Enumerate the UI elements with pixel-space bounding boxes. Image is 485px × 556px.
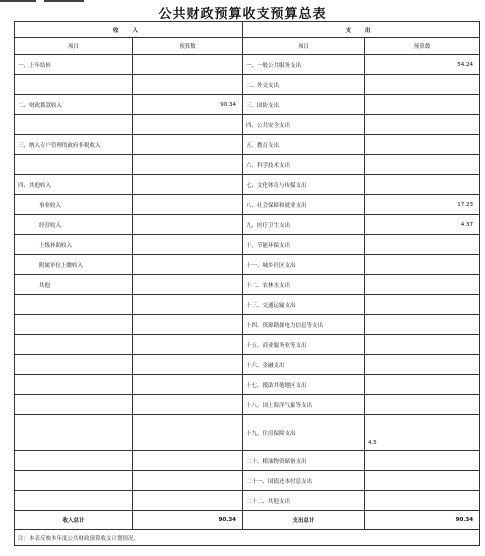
income-item-header: 项目 — [15, 38, 133, 55]
table-row — [15, 135, 480, 155]
table-row — [15, 471, 480, 491]
income-item-cell: 附属单位上缴收入 — [15, 255, 133, 275]
expense-budget-cell: 54.24 — [365, 55, 480, 75]
income-item-cell — [15, 75, 133, 95]
totals-row — [15, 511, 480, 530]
income-budget-cell — [133, 155, 243, 175]
table-row — [15, 235, 480, 255]
table-row — [15, 95, 480, 115]
expense-item-cell: 十二、农林水支出 — [243, 275, 365, 295]
expense-item-cell: 六、科学技术支出 — [243, 155, 365, 175]
table-row — [15, 155, 480, 175]
table-row — [15, 491, 480, 511]
budget-table — [14, 21, 480, 546]
expense-total-label: 支出总计 — [243, 511, 365, 530]
income-budget-cell — [133, 415, 243, 451]
table-row — [15, 375, 480, 395]
income-budget-cell — [133, 295, 243, 315]
expense-item-cell: 二十一、国债还本付息支出 — [243, 471, 365, 491]
income-budget-cell — [133, 335, 243, 355]
expense-section-label: 支 出 — [243, 22, 480, 38]
income-budget-cell — [133, 215, 243, 235]
expense-budget-cell — [365, 175, 480, 195]
table-row — [15, 175, 480, 195]
expense-item-cell: 十八、国土海洋气象等支出 — [243, 395, 365, 415]
income-budget-cell — [133, 235, 243, 255]
expense-item-cell: 二十二、其他支出 — [243, 491, 365, 511]
expense-item-cell: 十一、城乡社区支出 — [243, 255, 365, 275]
expense-item-cell: 十四、资源勘探电力信息等支出 — [243, 315, 365, 335]
expense-total-value: 90.34 — [365, 511, 480, 530]
income-budget-cell — [133, 315, 243, 335]
table-row — [15, 451, 480, 471]
note-row — [15, 530, 480, 546]
expense-item-cell: 八、社会保障和就业支出 — [243, 195, 365, 215]
top-mark-right — [44, 0, 84, 2]
income-item-cell: 经营收入 — [15, 215, 133, 235]
expense-item-cell: 五、教育支出 — [243, 135, 365, 155]
expense-budget-cell — [365, 255, 480, 275]
income-budget-cell — [133, 75, 243, 95]
income-item-cell — [15, 491, 133, 511]
expense-budget-cell: 4.37 — [365, 215, 480, 235]
income-item-cell — [15, 295, 133, 315]
income-budget-cell — [133, 275, 243, 295]
page-title: 公共财政预算收支预算总表 — [158, 7, 327, 22]
expense-item-header: 项目 — [243, 38, 365, 55]
income-item-cell: 事业收入 — [15, 195, 133, 215]
expense-item-cell: 十、节能环保支出 — [243, 235, 365, 255]
income-budget-cell — [133, 471, 243, 491]
table-row — [15, 415, 480, 451]
income-item-cell — [15, 415, 133, 451]
expense-item-cell: 十五、商业服务业等支出 — [243, 335, 365, 355]
income-budget-cell — [133, 175, 243, 195]
expense-item-cell: 十六、金融支出 — [243, 355, 365, 375]
table-row — [15, 255, 480, 275]
income-item-cell — [15, 395, 133, 415]
income-item-cell: 四、其他收入 — [15, 175, 133, 195]
table-row — [15, 75, 480, 95]
expense-budget-cell — [365, 491, 480, 511]
expense-budget-cell — [365, 135, 480, 155]
expense-budget-cell — [365, 75, 480, 95]
section-header-row — [15, 22, 480, 38]
income-budget-cell: 90.34 — [133, 95, 243, 115]
expense-item-cell: 二、外交支出 — [243, 75, 365, 95]
table-row — [15, 335, 480, 355]
top-mark-left — [0, 0, 36, 2]
income-budget-cell — [133, 255, 243, 275]
income-section-label: 收 入 — [15, 22, 243, 38]
expense-item-cell: 七、文化体育与传媒支出 — [243, 175, 365, 195]
expense-budget-cell — [365, 355, 480, 375]
expense-budget-cell — [365, 235, 480, 255]
income-budget-cell — [133, 55, 243, 75]
table-row — [15, 315, 480, 335]
income-total-value: 90.34 — [133, 511, 243, 530]
income-budget-cell — [133, 135, 243, 155]
table-row — [15, 215, 480, 235]
income-item-cell — [15, 355, 133, 375]
income-item-cell: 一、上年结转 — [15, 55, 133, 75]
table-note: 注：本表反映本年度公共财政预算收支计划情况。 — [15, 530, 480, 546]
table-row — [15, 295, 480, 315]
income-item-cell — [15, 315, 133, 335]
income-item-cell — [15, 375, 133, 395]
expense-budget-cell — [365, 295, 480, 315]
expense-budget-cell — [365, 335, 480, 355]
expense-budget-cell — [365, 115, 480, 135]
expense-item-cell: 一、一般公共服务支出 — [243, 55, 365, 75]
expense-budget-cell — [365, 451, 480, 471]
expense-budget-cell — [365, 315, 480, 335]
income-budget-header: 预算数 — [133, 38, 243, 55]
income-budget-cell — [133, 115, 243, 135]
table-row — [15, 275, 480, 295]
income-item-cell — [15, 471, 133, 491]
income-item-cell: 三、纳入专户管理的政府非税收入 — [15, 135, 133, 155]
income-total-label: 收入总计 — [15, 511, 133, 530]
expense-budget-cell — [365, 395, 480, 415]
expense-item-cell: 十七、援助其他地区支出 — [243, 375, 365, 395]
income-item-cell — [15, 155, 133, 175]
expense-item-cell: 九、医疗卫生支出 — [243, 215, 365, 235]
table-row — [15, 115, 480, 135]
expense-item-cell: 三、国防支出 — [243, 95, 365, 115]
expense-budget-cell: 17.23 — [365, 195, 480, 215]
expense-budget-header: 预算数 — [365, 38, 480, 55]
expense-item-cell: 十九、住房保障支出 — [243, 415, 365, 451]
expense-budget-cell — [365, 375, 480, 395]
income-item-cell: 二、财政拨款收入 — [15, 95, 133, 115]
column-header-row — [15, 38, 480, 55]
table-row — [15, 395, 480, 415]
income-item-cell: 其他 — [15, 275, 133, 295]
income-item-cell — [15, 451, 133, 471]
expense-budget-cell — [365, 95, 480, 115]
income-item-cell — [15, 335, 133, 355]
expense-budget-cell — [365, 275, 480, 295]
expense-budget-cell — [365, 155, 480, 175]
expense-budget-cell — [365, 471, 480, 491]
table-row — [15, 355, 480, 375]
expense-item-cell: 四、公共安全支出 — [243, 115, 365, 135]
income-budget-cell — [133, 195, 243, 215]
income-budget-cell — [133, 451, 243, 471]
income-budget-cell — [133, 395, 243, 415]
table-row — [15, 195, 480, 215]
income-budget-cell — [133, 375, 243, 395]
income-item-cell: 上级补助收入 — [15, 235, 133, 255]
expense-budget-cell: 4.5 — [365, 415, 480, 451]
expense-item-cell: 十三、交通运输支出 — [243, 295, 365, 315]
expense-item-cell: 二十、粮油物资储备支出 — [243, 451, 365, 471]
income-item-cell — [15, 115, 133, 135]
income-budget-cell — [133, 491, 243, 511]
table-row — [15, 55, 480, 75]
income-budget-cell — [133, 355, 243, 375]
